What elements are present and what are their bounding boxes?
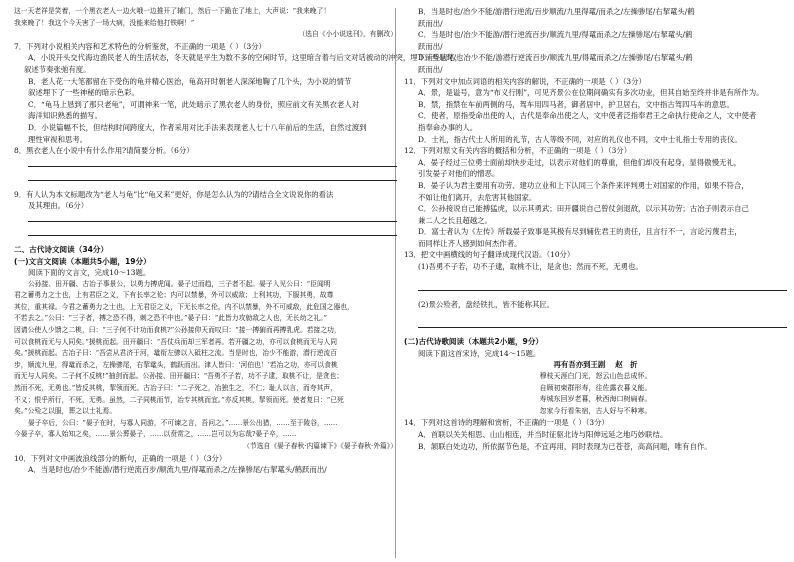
passage-line: 然而不死，无勇也。”皆反其桃，挈领而死。古冶子曰：“二子死之，冶独生之，不仁；耻人以言，而夸其声， [14,384,338,393]
question-11-option-d: D．士礼，指古代士人所用的礼节，古人等级不同，对应的礼仪也不同，文中士礼指士专用的丧仪。 [418,134,742,144]
question-7-option-d: D．小说篇幅不长，但结构时间跨度大，作者采用对比手法来表现老人七十八年前后的生活，自然过渡到 [28,122,367,132]
answer-line[interactable] [28,226,397,236]
question-10-option-c: C．当是时也/冶少不能游/潜行逆流百步/顺流九里/得鼋而杀之/左操骖尾/右挈鼋头/鹤 [418,30,693,40]
passage-line: 公孙接、田开疆、古冶子事景公，以勇力搏虎闻。晏子过而趋，三子者不起。晏子入见公曰：“臣闻明 [28,279,331,288]
passage-intro: 阅读下面的文言文，完成10～13题。 [28,268,151,278]
poem-author: 赵 折 [615,360,638,370]
passage-source: （节选自《晏子春秋·内篇谏下》《晏子春秋·外篇》） [243,442,397,450]
question-11-option-c-cont: 指奉命办事的人。 [418,122,478,132]
answer-line[interactable] [28,212,397,222]
question-12-option-a: A．晏子经过三位勇士面前却快步走过，以表示对他们的尊重，但他们却没有起身，显得傲慢无礼， [418,157,742,167]
passage-line: 矣。”援桃而起。古冶子曰：“吾尝从君济于河，鼋衔左骖以入砥柱之流。当是时也，冶少不能游，潜行逆流百 [14,349,338,358]
question-7-option-b-cont: 叙述埋下了一些神秘的暗示色彩。 [28,88,139,98]
question-10-stem: 10．下列对文中画波浪线部分的断句，正确的一项是（ ）（3分） [14,453,227,463]
passage-line: 晏子卒后，公曰：“晏子在时，与寡人同游，不可谏之言，吾问之。”……景公出猎，……至于陵谷，…… [28,418,338,427]
question-7-option-a: A．小说开头交代海边渔民老人的生活状态，冬天就是平生为数不多的空闲时节，这里暗含着与后文对话被动的冲突，埋下铺垫伏笔， [28,53,462,63]
passage-line: 其位，重其禄。今君之蓄勇力之士也，上无君臣之义，下无长率之伦，内不以禁暴，外不可威敌，此危国之器也， [14,302,354,311]
question-10-option-d: D．当是时/也冶少不能/游潜行逆流百步/顺流九里/得鼋而杀之/左操骖尾/右挈鼋头/鹤 [418,53,693,63]
question-11-stem: 11．下列对文中加点词语的相关内容的解说，不正确的一项是（ ）（3分） [404,76,646,86]
passage-line: 不义；恨乎所行，不死，无勇。虽然，二子同桃而节，冶专其桃而宜。”亦反其桃，挈领而死。使者复曰：“已死 [14,395,344,404]
passage-line: 不若去之。”公曰：“三子者，搏之恐不得，刺之恐不中也。”晏子曰：“此皆力攻勍敌之人也，无长幼之礼。” [14,314,328,323]
question-12-option-d: D．富士者认为《左传》所载晏子致事是其极有尽到辅佐君王的责任，且言行不一，言论污蔑君主， [418,227,742,237]
question-12-option-b: B．晏子认为君主要用有功劳、建功立业和上下认同三个条件来评判勇士对国家的作用，如果不符合， [418,180,749,190]
question-7-option-c-cont: 海洋知识熟悉的描写。 [28,111,102,121]
poem-line: 忽家今行看朱宿，古人好与不种寒。 [539,406,652,415]
section-2-heading: 二、古代诗文阅读（34分） [14,244,109,254]
story-tail-line-2: 我来晚了！我这个今天害了一场大病，没能来给他打铁啊！” [14,18,195,27]
question-14-option-b: B．颔联白处边功，所依据节色是，不宜再用，同时表现为已苍苍，高高问题，唯有自作。 [418,441,712,451]
answer-line[interactable] [418,318,787,328]
story-tail-line-1: 这一天老祥是笑着，一个黑衣老人一边火哦一边推开了辅门，然后一下跪在了地上，大声说：“我来晚了！ [14,7,331,15]
question-13-sentence-1: (1)吾勇不子若，功不子逮，取桃不让，是贪也；然而不死，无勇也。 [418,262,643,272]
question-12-option-c: C．公孙接说自己能搏猛虎，以示其勇武；田开疆说自己曾仗剑退敌，以示其功劳；古冶子则表示自己 [418,204,749,214]
story-source: （选自《小小说选刊》，有删改） [298,30,397,39]
question-10-option-c-cont: 跃而出/ [418,41,443,51]
answer-line[interactable] [28,157,397,167]
poem-line: 自顾初柬群形寿，往佐露衣暮义能。 [539,383,652,392]
poem-heading [404,359,787,371]
question-7-option-c: C．“龟马上恳到了那只老龟”，可谓神来一笔，此处暗示了黑衣老人的身份，照应前文有关黑衣老人对 [28,99,360,109]
question-13-stem: 13．把文中画横线的句子翻译成现代汉语。（10分） [404,250,575,260]
question-10-option-b-cont: 跃而出/ [418,18,443,28]
question-11-option-b: B．禁，指禁在车前两侧的马，驾车用四马者，御者居中，护卫居右，文中指古驾四马车的意思。 [418,99,734,109]
question-11-option-a: A．景，是谥号，意为“布义行刚”，可见齐景公在位期间确实有多次功业，但其自始至终并非是有所作为。 [418,88,764,98]
question-7-option-d-cont: 理性审视和思考。 [28,134,88,144]
question-11-option-c: C．使者，原指受命出使的人，古代是奉命出使之人，文中使者泛指奉君王之命执行使命之人，文中使者 [418,111,757,121]
classical-passage [14,279,397,453]
question-14-stem: 14．下列对这首诗的理解和赏析，不正确的一项是（ ）（3分） [404,418,609,428]
poem-intro: 阅读下面这首宋诗，完成14～15题。 [418,348,541,358]
poem-title: 再有吾亦到王剧 [553,360,606,370]
question-14-option-a: A．首联以关关相思、山山相连，并当时征驱北诗与阳伸远延之地巧妙联结。 [418,430,668,439]
right-column [404,6,787,452]
answer-line[interactable] [418,281,787,291]
passage-line: 今晏子卒，寡人始知之矣，……景公葬晏子，……以贲赏之，……岂可以为忘哉?晏子卒，…… [14,430,297,439]
subsection-classical-prose: (一)文言文阅读（本题共5小题，19分） [14,256,151,266]
poem-line: 穆枝天涯白门光，怒云山色总成怀。 [539,372,652,381]
question-10-option-b: B．当是时也/冶少不能/游潜行逆流/百步顺流/九里得鼋/而杀之/左操骖尾/右挈鼋头/鹤 [418,7,695,16]
question-7-option-b: B．老人花一大笔都留在下受伤的龟并精心医治，龟高开时朝老人深深地鞠了几个头，为小说的情节 [28,76,352,86]
question-12-option-a-cont: 引发晏子对他们的憎恶。 [418,169,500,179]
question-12-stem: 12．下列对原文有关内容的概括和分析，不正确的一项是（ ）（3分） [404,146,632,156]
question-9-stem-cont: 及其理由。（6分） [28,201,89,211]
passage-line: 而无与人同矣。二子何不反桃!”抽剑而起。公孙接、田开疆曰：“吾勇不子若，功不子逮，取桃不让，是贪也； [14,372,344,381]
question-7-option-a-cont: 叙述节奏张弛有度。 [24,64,91,74]
passage-line: 步，顺流九里，得鼋而杀之，左操骖尾，右挈鼋头，鹤跃而出。津人皆曰：‘河伯也！’若冶之功，亦可以食桃 [14,360,338,369]
subsection-poetry: (二)古代诗歌阅读（本题共2小题，9分） [404,337,544,347]
question-12-option-b-cont: 不如让他们离开，去危害其他国家。 [418,192,537,202]
passage-line: 可以食桃而无与人同矣。”援桃而起。田开疆曰：“吾仗兵而却三军者再。若开疆之功，亦可以食桃而无与人同 [14,337,338,346]
passage-line: 君之蓄勇力之士也，上有君臣之义，下有长率之伦；内可以禁暴，外可以威敌；上利其功，下服其勇，故尊 [14,291,334,300]
passage-line: 矣。”公殓之以服，葬之以士礼焉。 [14,407,117,416]
question-12-option-d-cont: 而同样让齐人感到如何杰作者。 [418,238,522,248]
answer-line[interactable] [28,171,397,181]
poem-line: 寿城东回岁老暮，秋西海口树扁春。 [539,395,652,404]
question-10-option-d-cont: 跃而出/ [418,64,443,74]
question-12-option-c-cont: 兼二人之长且超越之。 [418,215,492,225]
question-13-sentence-2: (2)景公殓者，盘经铁扎，皆不能称其匠。 [418,299,555,309]
question-8-stem: 8．黑衣老人在小说中有什么作用?请简要分析。（6分） [14,146,194,156]
question-7-stem: 7．下列对小说相关内容和艺术特色的分析鉴赏，不正确的一项是（ ）（3分） [14,41,266,51]
question-10-option-a: A．当是时也/冶少不能游/潜行逆流百步/顺流九里/得鼋而杀之/左操骖尾/右挈鼋头/鹤跃而出/ [28,465,327,475]
question-9-stem: 9．有人认为本文标题改为“老人与龟”比“龟又来”更好，你是怎么认为的?请结合全文说说你的看法 [14,189,334,199]
passage-line: 因请公使人少馈之二桃，曰：“三子何不计功而食桃?”公孙接仰天而叹曰：“接一搏猏而再搏乳虎。若接之功， [14,326,341,335]
